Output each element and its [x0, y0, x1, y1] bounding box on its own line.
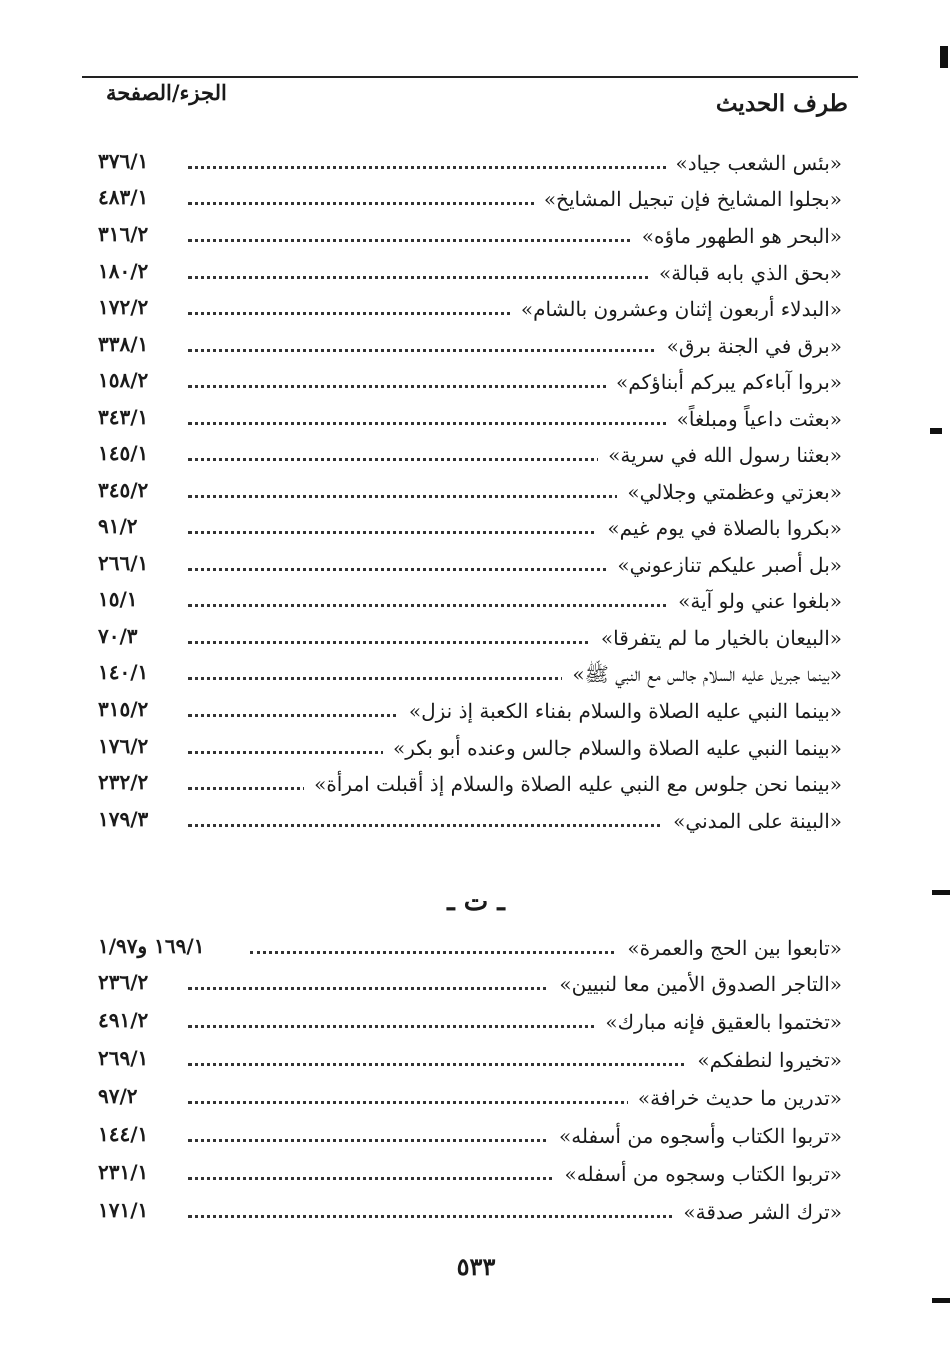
- index-entry: [90, 328, 842, 364]
- entry-reference: ١٧٢/٢: [98, 295, 149, 319]
- entry-hadith-text: «بكروا بالصلاة في يوم غيم»: [597, 516, 842, 540]
- index-entry: [90, 1042, 842, 1078]
- index-entry: [90, 1156, 842, 1192]
- entry-reference: ١٥/١: [98, 587, 138, 611]
- volume-page-column-header: الجزء/الصفحة: [106, 80, 227, 105]
- index-entry: [90, 145, 842, 181]
- scan-edge-mark: [932, 890, 950, 895]
- entry-hadith-text: «البينة على المدني»: [663, 809, 842, 833]
- scan-edge-mark: [932, 1298, 950, 1303]
- index-entry: [90, 1004, 842, 1040]
- entry-hadith-text: «بل أصبر عليكم تنازعوني»: [607, 553, 842, 577]
- index-entry: [90, 255, 842, 291]
- entry-reference: ٣١٥/٢: [98, 697, 149, 721]
- entry-reference: ١٤٥/١: [98, 441, 149, 465]
- index-entry: [90, 218, 842, 254]
- entry-reference: ٢٦٩/١: [98, 1046, 149, 1070]
- entry-hadith-text: «تختموا بالعقيق فإنه مبارك»: [595, 1010, 842, 1034]
- scan-edge-mark: [940, 46, 948, 68]
- entry-hadith-text: «البدلاء أربعون إثنان وعشرون بالشام»: [511, 297, 842, 321]
- index-entry: [90, 730, 842, 766]
- index-entry: [90, 1194, 842, 1230]
- header-rule: [82, 76, 858, 78]
- entry-reference: ١٧٦/٢: [98, 734, 149, 758]
- index-entry: [90, 803, 842, 839]
- entry-reference: ٤٩١/٢: [98, 1008, 149, 1032]
- entry-hadith-text: «بجلوا المشايخ فإن تبجيل المشايخ»: [534, 187, 842, 211]
- entry-hadith-text: «بينما جبريل عليه السلام جالس مع النبي ﷺ»: [562, 662, 842, 691]
- entry-hadith-text: «ترك الشر صدقة»: [673, 1200, 842, 1224]
- entry-reference: ٣٤٥/٢: [98, 478, 149, 502]
- index-entry: [90, 474, 842, 510]
- entry-reference: ١٤٠/١: [98, 660, 149, 684]
- entry-reference: ١٧١/١: [98, 1198, 149, 1222]
- entry-reference: ٩١/٢: [98, 514, 138, 538]
- entry-reference: ١٨٠/٢: [98, 259, 149, 283]
- index-entry: [90, 181, 842, 217]
- entry-hadith-text: «بينما النبي عليه الصلاة والسلام جالس وعنده أبو بكر»: [383, 736, 842, 760]
- index-entry: [90, 583, 842, 619]
- index-entry: [90, 766, 842, 802]
- index-entry: [90, 547, 842, 583]
- entry-reference: ٢٣١/١: [98, 1160, 149, 1184]
- entry-reference: ٣٤٣/١: [98, 405, 149, 429]
- index-entry: [90, 1080, 842, 1116]
- index-entry: [90, 966, 842, 1002]
- entry-hadith-text: «تربوا الكتاب وسجوه من أسفله»: [555, 1162, 842, 1186]
- entry-hadith-text: «بحق الذي بابه قبالة»: [649, 261, 842, 285]
- entry-hadith-text: «التاجر الصدوق الأمين معا لنبيين»: [549, 972, 842, 996]
- page-number: ٥٣٣: [456, 1252, 496, 1281]
- entry-hadith-text: «بروا آباءكم يبركم أبناؤكم»: [606, 370, 842, 394]
- index-entry: [90, 620, 842, 656]
- index-entry: [90, 656, 842, 692]
- entry-reference: ١٥٨/٢: [98, 368, 149, 392]
- index-entry: [90, 364, 842, 400]
- entry-reference: ٧٠/٣: [98, 624, 138, 648]
- scan-edge-mark: [930, 428, 942, 434]
- hadith-column-header: طرف الحديث: [715, 90, 848, 117]
- entry-hadith-text: «بعزتي وعظمتي وجلالي»: [617, 480, 842, 504]
- entry-hadith-text: «بعثنا رسول الله في سرية»: [598, 443, 842, 467]
- entry-hadith-text: «بعثت داعياً ومبلغاً»: [667, 407, 842, 431]
- entry-reference: ٣١٦/٢: [98, 222, 149, 246]
- index-entry: [90, 930, 842, 966]
- index-entry: [90, 291, 842, 327]
- entry-hadith-text: «بينما النبي عليه الصلاة والسلام بفناء الكعبة إذ نزل»: [399, 699, 842, 723]
- entry-reference: ٤٨٣/١: [98, 185, 149, 209]
- entry-hadith-text: «برق في الجنة برق»: [657, 334, 842, 358]
- entry-reference: ١٧٩/٣: [98, 807, 149, 831]
- entry-hadith-text: «بينما نحن جلوس مع النبي عليه الصلاة والسلام إذ أقبلت امرأة»: [304, 772, 842, 796]
- entry-hadith-text: «البيعان بالخيار ما لم يتفرقا»: [591, 626, 842, 650]
- entry-hadith-text: «تدرين ما حديث خرافة»: [628, 1086, 842, 1110]
- section-letter-heading: ـ ت ـ: [447, 887, 505, 917]
- entry-reference: ١٦٩/١ و١/٩٧: [98, 934, 205, 958]
- entry-hadith-text: «البحر هو الطهور ماؤه»: [632, 224, 842, 248]
- index-entry: [90, 1118, 842, 1154]
- entry-reference: ٢٣٦/٢: [98, 970, 149, 994]
- entry-reference: ٣٧٦/١: [98, 149, 149, 173]
- entry-hadith-text: «تخيروا لنطفكم»: [687, 1048, 842, 1072]
- entry-hadith-text: «تربوا الكتاب وأسجوه من أسفله»: [549, 1124, 842, 1148]
- index-entry: [90, 693, 842, 729]
- entry-hadith-text: «بلغوا عني ولو آية»: [668, 589, 842, 613]
- entry-reference: ٩٧/٢: [98, 1084, 138, 1108]
- entry-hadith-text: «بئس الشعب جياد»: [666, 151, 842, 175]
- index-entry: [90, 401, 842, 437]
- entry-reference: ٢٣٢/٢: [98, 770, 149, 794]
- entry-hadith-text: «تابعوا بين الحج والعمرة»: [617, 936, 842, 960]
- entry-reference: ٢٦٦/١: [98, 551, 149, 575]
- entry-reference: ٣٣٨/١: [98, 332, 149, 356]
- entry-reference: ١٤٤/١: [98, 1122, 149, 1146]
- index-entry: [90, 510, 842, 546]
- index-entry: [90, 437, 842, 473]
